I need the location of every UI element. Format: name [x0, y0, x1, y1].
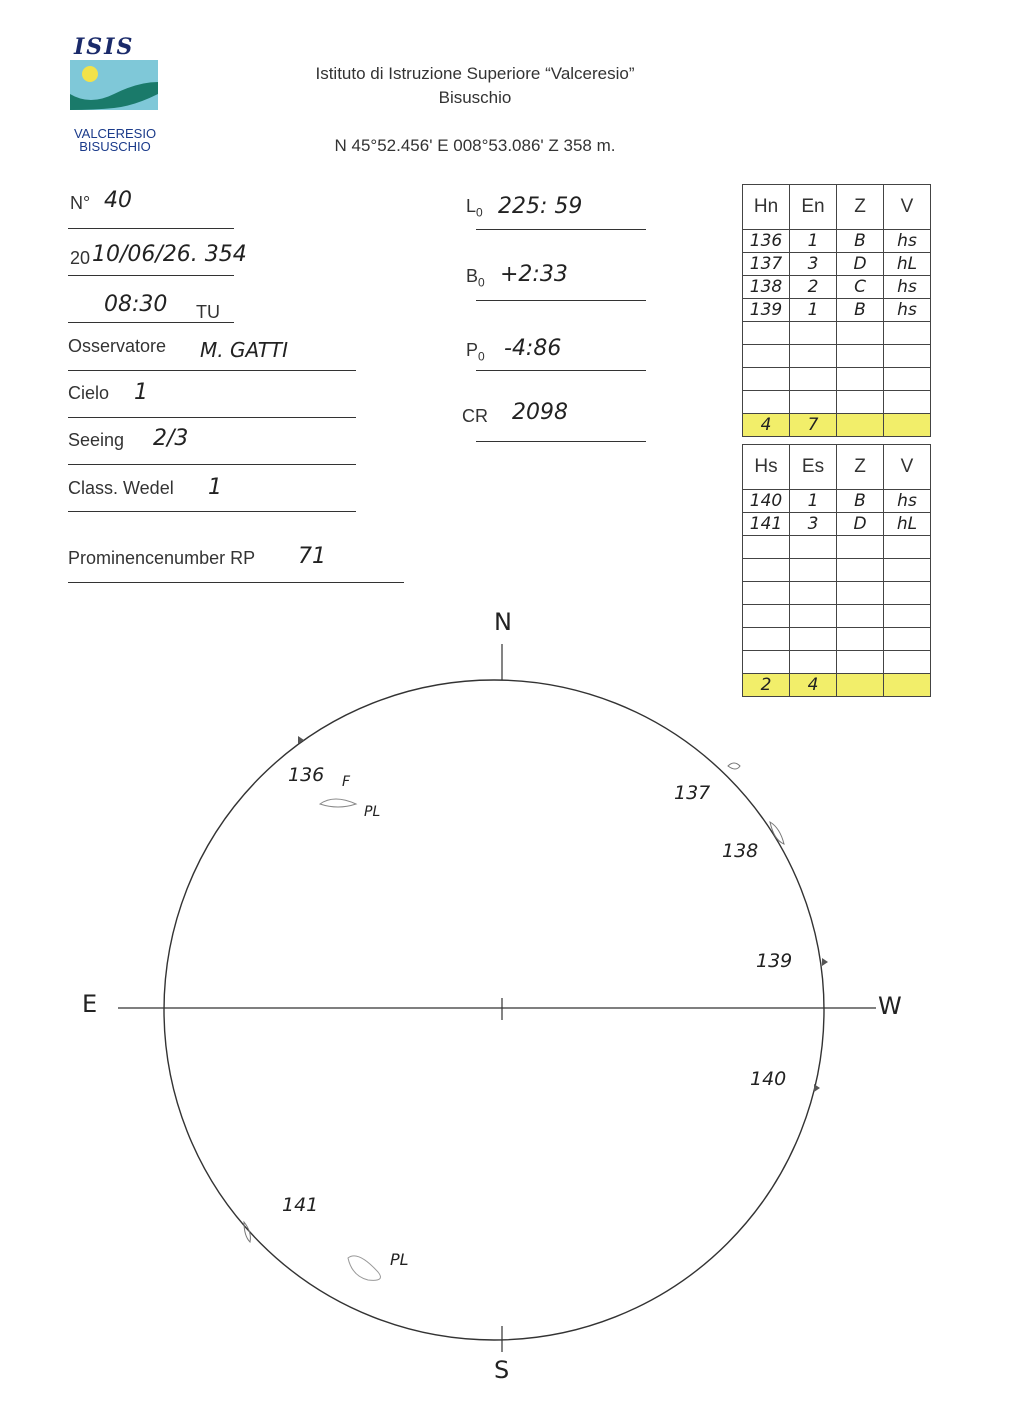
school-town: Bisuschio — [438, 88, 512, 107]
compass-east: E — [82, 990, 98, 1018]
table-row — [743, 536, 931, 559]
north-total-count: 4 — [743, 414, 790, 437]
table-cell: hL — [884, 253, 931, 276]
table-cell — [837, 322, 884, 345]
b0-letter: B — [466, 266, 479, 286]
table-cell: hs — [884, 299, 931, 322]
l0-value: 225: 59 — [498, 194, 583, 219]
north-total-row — [743, 414, 931, 437]
solar-disk-outline — [164, 680, 824, 1340]
table-cell: 1 — [790, 230, 837, 253]
b0-value: +2:33 — [500, 262, 568, 287]
south-header-hs: Hs — [743, 445, 790, 490]
south-header-es: Es — [790, 445, 837, 490]
table-cell: hs — [884, 276, 931, 299]
table-cell: 136 — [743, 230, 790, 253]
table-cell — [743, 368, 790, 391]
plage-sketch — [348, 1256, 380, 1280]
table-cell — [837, 368, 884, 391]
table-cell — [790, 559, 837, 582]
number-value: 40 — [104, 188, 132, 213]
seeing-value: 2/3 — [153, 426, 189, 451]
table-row — [743, 490, 931, 513]
logo-caption-line1: VALCERESIO — [73, 126, 157, 141]
table-cell — [884, 559, 931, 582]
table-cell — [884, 322, 931, 345]
table-cell — [884, 345, 931, 368]
l0-letter: L — [466, 196, 477, 216]
region-137-label: 137 — [674, 782, 711, 804]
table-row — [743, 230, 931, 253]
table-cell: 140 — [743, 490, 790, 513]
table-cell — [743, 322, 790, 345]
b0-label — [466, 266, 485, 290]
north-header-hn: Hn — [743, 185, 790, 230]
table-cell — [837, 559, 884, 582]
south-total-sum: 4 — [790, 674, 837, 697]
table-cell: 1 — [790, 299, 837, 322]
region-141-label: 141 — [282, 1194, 319, 1216]
table-cell — [837, 391, 884, 414]
total-blank-cell — [884, 414, 931, 437]
table-cell — [884, 391, 931, 414]
table-row — [743, 368, 931, 391]
wedel-label: Class. Wedel — [68, 478, 174, 498]
north-total-sum: 7 — [790, 414, 837, 437]
table-cell — [884, 368, 931, 391]
p0-letter: P — [466, 340, 479, 360]
table-cell: hs — [884, 230, 931, 253]
cr-label: CR — [462, 406, 488, 426]
time-value: 08:30 — [104, 292, 168, 317]
p0-subscript: 0 — [478, 349, 485, 364]
logo-brand: ISIS — [74, 34, 135, 60]
table-cell — [790, 391, 837, 414]
table-row — [743, 276, 931, 299]
table-row — [743, 345, 931, 368]
south-header-z: Z — [837, 445, 884, 490]
table-row — [743, 322, 931, 345]
table-row — [743, 559, 931, 582]
table-cell — [790, 322, 837, 345]
prominence-label: Prominencenumber RP — [68, 548, 256, 568]
table-row — [743, 299, 931, 322]
table-cell: 139 — [743, 299, 790, 322]
time-suffix: TU — [196, 302, 220, 322]
l0-label — [466, 196, 483, 220]
logo-image — [70, 60, 158, 124]
school-name: Istituto di Istruzione Superiore “Valceresio” — [315, 64, 635, 83]
region-141-pl-label: PL — [390, 1250, 409, 1269]
table-cell: 2 — [790, 276, 837, 299]
table-cell: B — [837, 230, 884, 253]
region-136-f-label: F — [342, 774, 351, 790]
table-cell: hs — [884, 490, 931, 513]
region-139-label: 139 — [756, 950, 793, 972]
north-hemisphere-table — [742, 184, 931, 437]
table-row — [743, 391, 931, 414]
prominence-mark — [822, 958, 828, 966]
compass-north: N — [494, 608, 512, 636]
region-138-label: 138 — [722, 840, 759, 862]
region-140-label: 140 — [750, 1068, 787, 1090]
table-cell: 137 — [743, 253, 790, 276]
prominence-mark — [728, 763, 740, 769]
table-cell — [743, 559, 790, 582]
sky-value: 1 — [134, 380, 148, 405]
table-cell — [743, 345, 790, 368]
table-cell: D — [837, 513, 884, 536]
north-header-z: Z — [837, 185, 884, 230]
total-blank-cell — [837, 414, 884, 437]
south-total-count: 2 — [743, 674, 790, 697]
region-136-pl-label: PL — [364, 804, 381, 820]
table-cell: hL — [884, 513, 931, 536]
seeing-label: Seeing — [68, 430, 125, 450]
logo-caption — [65, 127, 165, 153]
logo-caption-line2: BISUSCHIO — [79, 139, 151, 154]
prominence-value: 71 — [298, 544, 326, 569]
table-cell — [743, 536, 790, 559]
solar-disk-drawing — [0, 600, 1024, 1400]
cr-value: 2098 — [512, 400, 568, 425]
observer-label: Osservatore — [68, 336, 167, 356]
north-header-en: En — [790, 185, 837, 230]
table-cell: 3 — [790, 253, 837, 276]
prominence-mark — [244, 1222, 250, 1242]
table-cell: C — [837, 276, 884, 299]
observer-value: M. GATTI — [200, 338, 289, 362]
sky-label: Cielo — [68, 383, 110, 403]
table-row — [743, 253, 931, 276]
date-value: 10/06/26. 354 — [92, 242, 247, 267]
north-header-v: V — [884, 185, 931, 230]
l0-subscript: 0 — [476, 205, 483, 220]
table-cell — [790, 536, 837, 559]
p0-value: -4:86 — [504, 336, 562, 361]
table-cell: D — [837, 253, 884, 276]
table-cell — [837, 345, 884, 368]
table-cell: B — [837, 490, 884, 513]
table-cell: 3 — [790, 513, 837, 536]
compass-south: S — [494, 1356, 510, 1384]
p0-label — [466, 340, 485, 364]
b0-subscript: 0 — [478, 275, 485, 290]
south-header-v: V — [884, 445, 931, 490]
table-cell — [884, 536, 931, 559]
region-136-label: 136 — [288, 764, 325, 786]
location-coords: N 45°52.456' E 008°53.086' Z 358 m. — [334, 136, 616, 155]
table-cell: 141 — [743, 513, 790, 536]
prominence-mark — [814, 1084, 820, 1092]
plage-sketch — [320, 799, 356, 807]
table-cell: B — [837, 299, 884, 322]
table-cell — [837, 536, 884, 559]
wedel-value: 1 — [208, 475, 222, 500]
table-row — [743, 513, 931, 536]
table-cell — [743, 391, 790, 414]
date-prefix: 20 — [70, 248, 91, 268]
compass-west: W — [878, 992, 902, 1020]
table-cell: 138 — [743, 276, 790, 299]
table-cell — [790, 345, 837, 368]
table-cell: 1 — [790, 490, 837, 513]
number-label: N° — [70, 193, 91, 213]
table-cell — [790, 368, 837, 391]
